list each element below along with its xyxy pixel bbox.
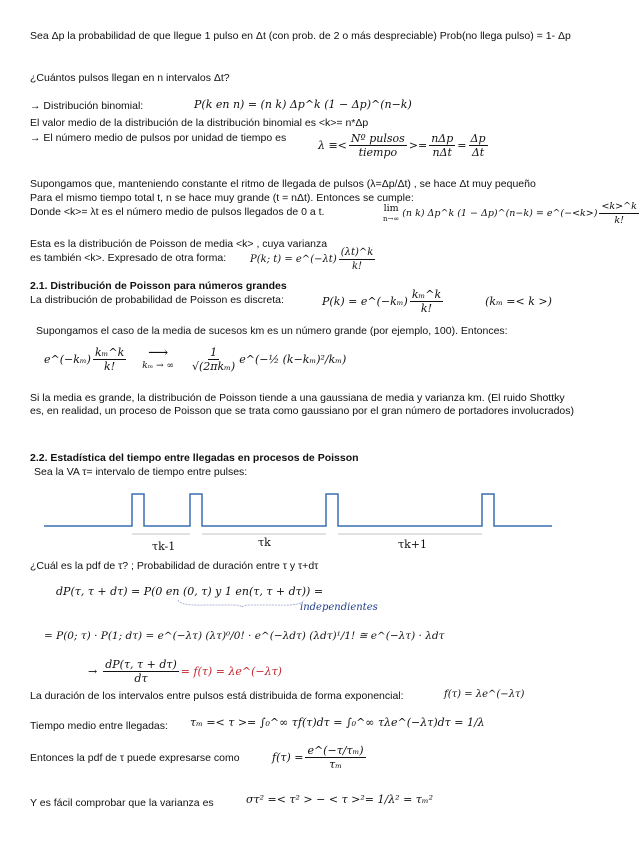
tau-label-1: τk-1 xyxy=(152,540,176,553)
gauss-left: e^(−kₘ) xyxy=(44,353,91,366)
limit-den: k! xyxy=(614,215,624,226)
pdf-eq-den: τₘ xyxy=(329,758,342,771)
poisson-eq-den: k! xyxy=(420,302,432,315)
dP-equation-2: = P(0; τ) · P(1; dτ) = e^(−λτ) (λτ)⁰/0! · e^(−λdτ) (λdτ)¹/1! ≅ e^(−λτ) · λdτ xyxy=(44,630,445,642)
poisson-time-equation xyxy=(250,246,377,273)
section-2-1-text: La distribución de probabilidad de Poisson es discreta: xyxy=(30,294,284,306)
tau-label-3: τk+1 xyxy=(398,538,427,551)
gauss-left-num: kₘ^k xyxy=(94,346,125,359)
independientes-brace xyxy=(176,598,306,608)
independientes-brace-path xyxy=(178,600,304,607)
section-2-2-text: Sea la VA τ= intervalo de tiempo entre pulses: xyxy=(34,466,248,478)
poisson-eq-lhs: P(k) = e^(−kₘ) xyxy=(322,295,408,308)
pdf-expression-equation xyxy=(272,744,368,771)
pdf-expression-text: Entonces la pdf de τ puede expresarse como xyxy=(30,752,240,764)
limit-sub: n→∞ xyxy=(383,214,400,223)
intro-paragraph: Sea Δp la probabilidad de que llegue 1 pulso en Δt (con prob. de 2 o más despreciable) Prob(no llega pulso) = 1- Δp xyxy=(30,30,571,42)
poisson-eq-note: (kₘ =< k >) xyxy=(485,295,552,308)
pulse-train-waveform xyxy=(44,494,552,526)
rate-eq-den2: nΔt xyxy=(432,146,452,159)
limit-num: <k>^k xyxy=(601,201,637,212)
poisson-t-den: k! xyxy=(352,261,363,272)
gaussian-limit-equation: e^(−kₘ) $\frac{\text{kₘ\textasciicircum{}k}}{k!}$ ⟶ kₘ → ∞ $\frac{1}{\text{√(2πkₘ)}}$ e^(−½ (k−kₘ)²/kₘ) xyxy=(44,345,347,373)
gauss-right-exp: e^(−½ (k−kₘ)²/kₘ) xyxy=(239,353,347,366)
dP-eq3-rhs: = f(τ) = λe^(−λτ) xyxy=(180,665,282,678)
poisson-eq-num: kₘ^k xyxy=(411,288,442,301)
limit-body: (n k) Δp^k (1 − Δp)^(n−k) = e^(−<k>) xyxy=(402,208,598,219)
pdf-eq-lhs: f(τ) = xyxy=(272,751,304,764)
exponential-pdf: f(τ) = λe^(−λτ) xyxy=(444,689,525,700)
pdf-question: ¿Cuál es la pdf de τ? ; Probabilidad de duración entre τ y τ+dτ xyxy=(30,560,319,572)
exponential-distribution-text: La duración de los intervalos entre pulsos está distribuida de forma exponencial: xyxy=(30,690,404,702)
rate-eq-den1: tiempo xyxy=(358,146,398,159)
pulse-train-figure xyxy=(40,484,560,556)
assumption-line-3: Donde <k>= λt es el número medio de pulsos llegados de 0 a t. xyxy=(30,206,325,218)
rate-equation xyxy=(318,132,490,159)
rate-line: → El número medio de pulsos por unidad de tiempo es xyxy=(30,132,287,144)
variance-equation: στ² =< τ² > − < τ >²= 1/λ² = τₘ² xyxy=(246,793,434,806)
dP-eq3-den: dτ xyxy=(134,672,148,685)
binomial-equation: P(k en n) = (n k) Δp^k (1 − Δp)^(n−k) xyxy=(194,98,412,111)
gauss-arrow-label: kₘ → ∞ xyxy=(142,361,174,371)
poisson-desc-2: es también <k>. Expresado de otra forma: xyxy=(30,252,227,264)
poisson-t-lhs: P(k; t) = e^(−λt) xyxy=(250,254,337,265)
large-mean-assumption: Supongamos el caso de la media de sucesos km es un número grande (por ejemplo, 100). Entonces: xyxy=(36,325,508,337)
assumption-line-1: Supongamos que, manteniendo constante el ritmo de llegada de pulsos (λ=Δp/Δt) , se hace Δt muy pequeño xyxy=(30,178,536,190)
gauss-left-den: k! xyxy=(104,360,116,373)
mean-time-text: Tiempo medio entre llegadas: xyxy=(30,720,168,732)
gaussian-paragraph: Si la media es grande, la distribución de Poisson tiende a una gaussiana de media y varianza km. (El ruido Shottky es, en realidad, un proceso de Poisson que se trata como gaussiano por el gran número de portadores involucrados) xyxy=(30,392,574,417)
pdf-eq-num: e^(−τ/τₘ) xyxy=(307,744,364,757)
assumption-line-2: Para el mismo tiempo total t, n se hace muy grande (t = nΔt). Entonces se cumple: xyxy=(30,192,414,204)
variance-text: Y es fácil comprobar que la varianza es xyxy=(30,797,214,809)
dP-eq3-num: dP(τ, τ + dτ) xyxy=(105,658,177,671)
gauss-right-num: 1 xyxy=(210,346,218,359)
rate-eq-eq: = xyxy=(457,139,467,152)
poisson-t-num: (λt)^k xyxy=(340,247,374,258)
binomial-mean-line: El valor medio de la distribución de la distribución binomial es <k>= n*Δp xyxy=(30,117,369,129)
mean-time-equation: τₘ =< τ >= ∫₀^∞ τf(τ)dτ = ∫₀^∞ τλe^(−λτ)dτ = 1/λ xyxy=(190,716,485,729)
section-2-1-heading: 2.1. Distribución de Poisson para números grandes xyxy=(30,280,287,292)
dP-equation-1: dP(τ, τ + dτ) = P(0 en (0, τ) y 1 en(τ, τ + dτ)) = xyxy=(56,585,324,598)
rate-eq-mid: >= xyxy=(408,139,428,152)
tau-label-2: τk xyxy=(258,536,271,549)
rate-eq-den3: Δt xyxy=(471,146,485,159)
independientes-note: independientes xyxy=(300,602,378,613)
rate-eq-num2: nΔp xyxy=(431,132,454,145)
poisson-equation xyxy=(322,288,552,315)
limit-equation xyxy=(383,200,641,227)
binomial-label: → Distribución binomial: xyxy=(30,100,144,112)
gauss-right-den: √(2πkₘ) xyxy=(191,360,236,373)
poisson-desc-1: Esta es la distribución de Poisson de media <k> , cuya varianza xyxy=(30,238,328,250)
rate-eq-lhs: λ ≡< xyxy=(318,139,347,152)
rate-eq-num1: Nº pulsos xyxy=(350,132,405,145)
rate-eq-num3: Δp xyxy=(470,132,486,145)
limit-lim: lim xyxy=(383,202,399,214)
dP-equation-3: → $\frac{dP(\tau, \tau + d\tau)}{d\tau}$ = f(τ) = λe^(−λτ) xyxy=(88,658,282,685)
section-2-2-heading: 2.2. Estadística del tiempo entre llegadas en procesos de Poisson xyxy=(30,452,359,464)
question-pulses: ¿Cuántos pulsos llegan en n intervalos Δt? xyxy=(30,72,230,84)
